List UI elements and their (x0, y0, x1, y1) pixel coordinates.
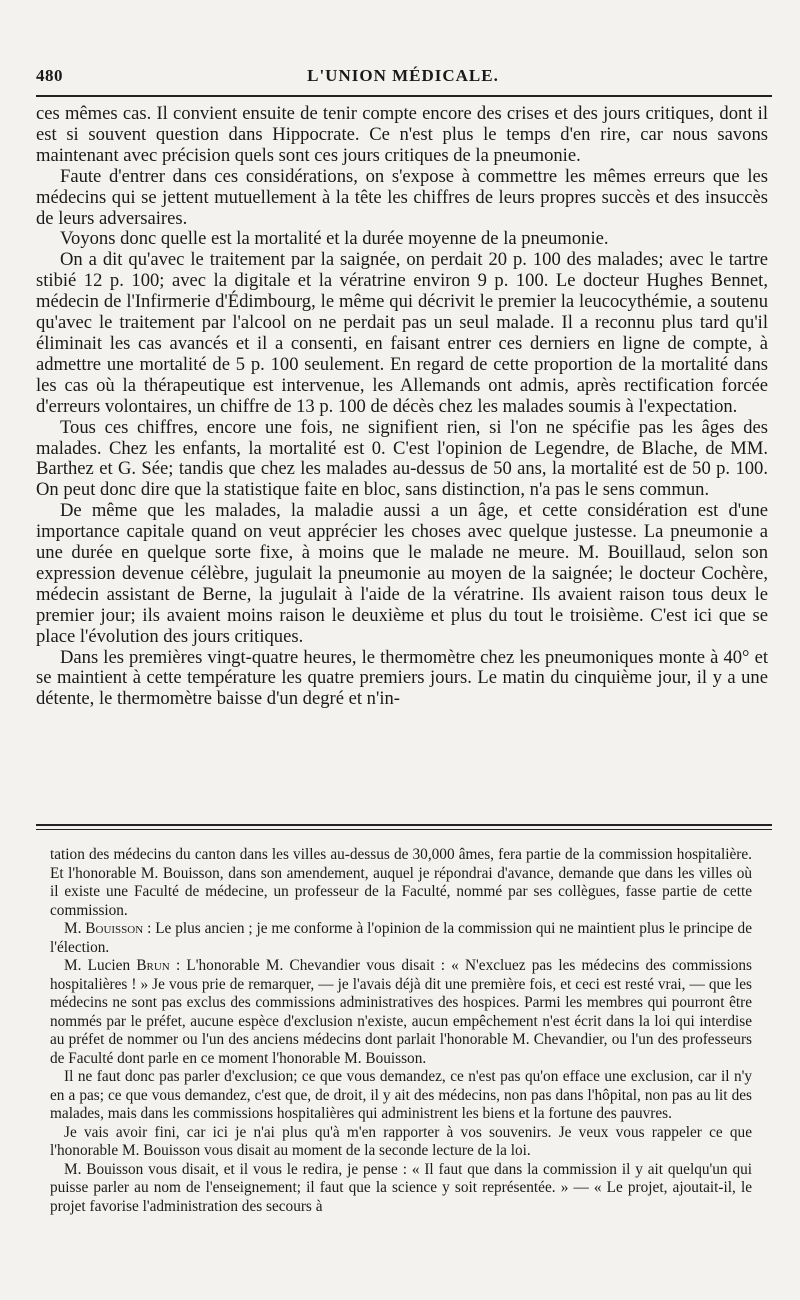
footnote-paragraph (50, 920, 752, 957)
paragraph: On a dit qu'avec le traitement par la saignée, on perdait 20 p. 100 des malades; avec le tartre stibié 12 p. 100; avec la digitale et la vératrine environ 9 p. 100. Le docteur Hughes Bennet, médecin de l'Infirmerie d'Édimbourg, le même qui décrivit le premier la leucocythémie, a soutenu qu'avec le traitement par l'alcool on ne perdait pas un seul malade. Il a reconnu plus tard qu'il éliminait les cas avancés et il a consenti, en faisant entrer ces derniers en ligne de compte, à admettre une mortalité de 5 p. 100 seulement. En regard de cette proportion de la mortalité dans les cas où la thérapeutique est intervenue, les Allemands ont admis, après rectification forcée d'erreurs volontaires, un chiffre de 13 p. 100 de décès chez les malades soumis à l'expectation. (36, 249, 768, 417)
footnote-paragraph: Il ne faut donc pas parler d'exclusion; ce que vous demandez, ce n'est pas qu'on efface une exclusion, car il n'y en a pas; ce que vous demandez, c'est que, de droit, il y ait des médecins, non pas dans l'hôpital, non pas au lit des malades, mais dans les commissions hospitalières qui administrent les biens et la fortune des pauvres. (50, 1068, 752, 1122)
page-header (36, 66, 770, 88)
footnote-paragraph: Je vais avoir fini, car ici je n'ai plus qu'à m'en rapporter à vos souvenirs. Je veux vous rappeler ce que l'honorable M. Bouisson vous disait au moment de la seconde lecture de la loi. (50, 1123, 752, 1159)
page-number: 480 (36, 66, 63, 85)
paragraph: Faute d'entrer dans ces considérations, on s'expose à commettre les mêmes erreurs que les médecins qui se jettent mutuellement à la tête les chiffres de leurs propres succès et des insuccès de leurs adversaires. (36, 165, 768, 229)
paragraph: ces mêmes cas. Il convient ensuite de tenir compte encore des crises et des jours critiques, dont il est si souvent question dans Hippocrate. Ce n'est plus le temps d'en rire, car nous savons maintenant avec précision quels sont ces jours critiques de la pneumonie. (36, 103, 768, 166)
footnote-paragraph: tation des médecins du canton dans les villes au-dessus de 30,000 âmes, fera partie de la commission hospitalière. Et l'honorable M. Bouisson, dans son amendement, auquel je répondrai d'avance, demande que dans les villes où il existe une Faculté de médecine, un professeur de la Faculté, nommé par ses collègues, fasse partie de cette commission. (50, 846, 752, 919)
paragraph: De même que les malades, la maladie aussi a un âge, et cette considération est d'une importance capitale quand on veut apprécier les choses avec quelque justesse. La pneumonie a une durée en quelque sorte fixe, à moins que le malade ne meure. M. Bouillaud, selon son expression devenue célèbre, jugulait la pneumonie au moyen de la saignée; le docteur Cochère, médecin assistant de Berne, la jugulait à l'aide de la vératrine. Ils avaient raison tous deux le premier jour; ils avaient moins raison le deuxième et plus du tout le troisième. C'est ici que se place l'évolution des jours critiques. (36, 500, 768, 647)
footnote (50, 846, 752, 1216)
main-text (36, 104, 768, 710)
header-rule (36, 95, 772, 97)
running-title: L'UNION MÉDICALE. (307, 66, 499, 85)
speech-text: : L'honorable M. Chevandier vous disait : « N'excluez pas les médecins des commissions hospitalières ! » Je vous prie de remarquer, — je l'avais déjà dit une première fois, et ceci est resté vrai, — que les médecins ne sont pas exclus des commissions administratives des hospices. Parmi les membres qui pourront être nommés par le préfet, aucune espèce d'exclusion n'existe, aucun empêchement n'est écrit dans la loi qui interdise au préfet de nommer ou l'un des anciens médecins dont parlait l'honorable M. Chevandier, ou l'un des professeurs de Faculté dont parle en ce moment l'honorable M. Bouisson. (50, 957, 752, 1067)
paragraph: Dans les premières vingt-quatre heures, le thermomètre chez les pneumoniques monte à 40° et se maintient à cette température les quatre premiers jours. Le matin du cinquième jour, il y a une détente, le thermomètre baisse d'un degré et n'in- (36, 646, 768, 710)
paragraph: Tous ces chiffres, encore une fois, ne signifient rien, si l'on ne spécifie pas les âges des malades. Chez les enfants, la mortalité est 0. C'est l'opinion de Legendre, de Blache, de MM. Barthez et G. Sée; tandis que chez les malades au-dessus de 50 ans, la mortalité est de 50 p. 100. On peut donc dire que la statistique faite en bloc, sans distinction, n'a pas le sens commun. (36, 416, 768, 501)
footnote-paragraph (50, 957, 752, 1068)
speaker-prefix: M. Lucien (64, 957, 137, 974)
speaker-name: M. Bouisson (64, 920, 144, 937)
footnote-paragraph: M. Bouisson vous disait, et il vous le redira, je pense : « Il faut que dans la commission il y ait quelqu'un qui puisse parler au nom de l'enseignement; il faut que la science y soit représentée. » — « Le projet, ajoutait-il, le projet favorise l'administration des secours à (50, 1160, 752, 1215)
speaker-name: Brun (136, 957, 170, 974)
paragraph: Voyons donc quelle est la mortalité et la durée moyenne de la pneumonie. (60, 228, 609, 250)
footnote-rule (36, 824, 772, 830)
speech-text: : Le plus ancien ; je me conforme à l'opinion de la commission qui ne maintient plus le principe de l'élection. (50, 920, 752, 956)
